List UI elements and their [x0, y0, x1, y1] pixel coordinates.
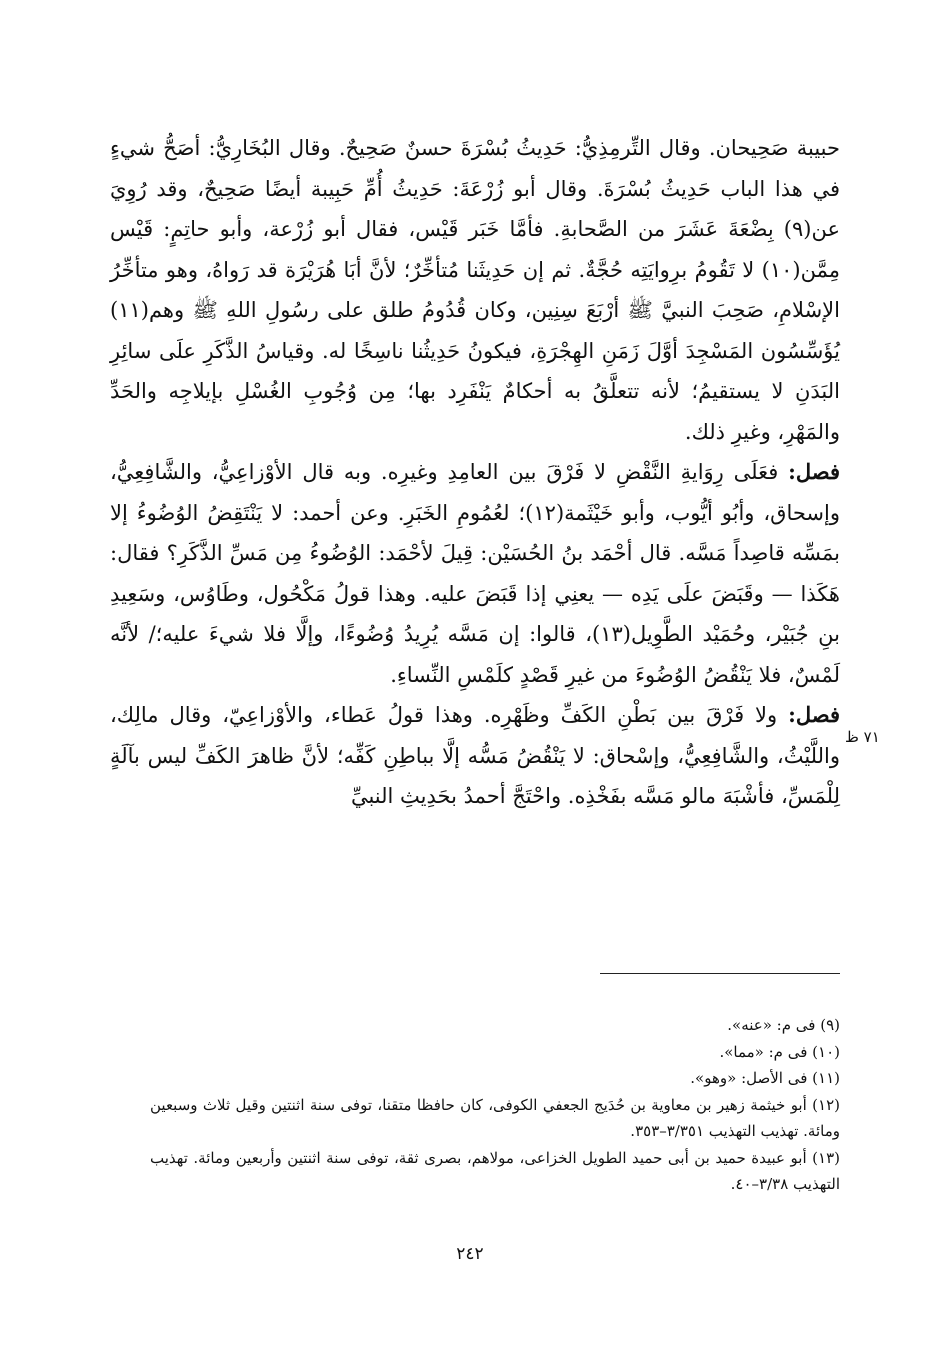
paragraph-1: حبيبة صَحِيحان. وقال التِّرمِذِيُّ: حَدِيثُ بُسْرَةَ حسنٌ صَحِيحٌ. وقال البُخَارِيُّ: أصَحُّ شيءٍ في هذا الباب حَدِيثُ بُسْرَةَ. وقال أبو زُرْعَةَ: حَدِيثُ أُمِّ حَبِيبة أيضًا صَحِيحٌ، وقد رُوِيَ عن(٩) بِضْعَةَ عَشَرَ من الصَّحابةِ. فأمَّا خَبَر قَيْس، فقال أبو زُرْعة، وأبو حاتِمٍ: قَيْس مِمَّن(١٠) لا تَقُومُ برِوايَتِه حُجَّةٌ. ثم إن حَدِيثَنا مُتأخِّرٌ؛ لأنَّ أبَا هُرَيْرَة قد رَواهُ، وهو متأخِّرُ الإسْلامِ، صَحِبَ النبيَّ ﷺ أرْبَعَ سِنِين، وكان قُدُومُ طلق على رسُولِ اللهِ ﷺ وهم(١١) يُؤَسِّسُون المَسْجِدَ أوَّلَ زَمَنِ الهِجْرَةِ، فيكونُ حَدِيثُنا ناسِخًا له. وقياسُ الذَّكَرِ علَى سائِرِ البَدَنِ لا يستقيمُ؛ لأنه تتعلَّقُ به أحكامٌ يَنْفَرِد بها؛ مِن وُجُوبِ الغُسْلِ بإيلاجِه والحَدِّ والمَهْرِ، وغيرِ ذلك. — [110, 136, 840, 444]
manuscript-folio-note: ٧١ ظ — [845, 728, 880, 746]
paragraph-2 — [110, 452, 840, 695]
section-heading: فصل: — [788, 459, 840, 484]
footnotes — [150, 1012, 840, 1198]
page-number: ٢٤٢ — [456, 1244, 484, 1264]
paragraph-3-text: ولا فَرْقَ بين بَطْنِ الكَفِّ وظَهْرِه. وهذا قولُ عَطاء، والأوْزاعِيّ، وقال مالِك، واللَّيْثُ، والشَّافِعِيُّ، وإسْحاق: لا يَنْقُضُ مَسُّه إلَّا بباطِنِ كَفِّه؛ لأنَّ ظاهرَ الكَفِّ ليس بآلَةٍ لِلْمَسِّ، فأشْبَهَ مالو مَسَّه بفَخْذِه. واحْتَجَّ أحمدُ بحَدِيثِ النبيِّ — [110, 703, 840, 808]
section-heading: فصل: — [788, 702, 840, 727]
footnote-separator — [600, 973, 840, 974]
footnote-13: (١٣) أبو عبيدة حميد بن أبى حميد الطويل الخزاعى، مولاهم، بصرى ثقة، توفى سنة اثنتين وأربعين ومائة. تهذيب التهذيب ٣/٣٨–٤٠. — [150, 1148, 840, 1193]
footnote-11: (١١) فى الأصل: «وهو». — [690, 1069, 840, 1087]
main-text — [110, 128, 840, 817]
paragraph-3 — [110, 695, 840, 817]
footnote-10: (١٠) فى م: «مما». — [719, 1042, 840, 1061]
footnote-9: (٩) فى م: «عنه». — [727, 1016, 840, 1034]
footnote-12: (١٢) أبو خيثمة زهير بن معاوية بن حُدَيج الجعفي الكوفى، كان حافظا متقنا، توفى سنة اثنتين وقيل ثلاث وسبعين ومائة. تهذيب التهذيب ٣/٣٥١–٣٥٣. — [150, 1095, 840, 1140]
paragraph-2-text: فعَلَى رِوَايةِ النَّقْضِ لا فَرْقَ بين العامِدِ وغيرِه. وبه قال الأوْزاعِيُّ، والشَّافِعِيُّ، وإسحاق، وأبُو أيُّوب، وأبو خَيْثَمة(١٢)؛ لعُمُومِ الخَبَرِ. وعن أحمد: لا يَنْتَقِضُ الوُضُوءُ إلا بمَسِّه قاصِداً مَسَّه. قال أحْمَد بنُ الحُسَيْن: قِيلَ لأحْمَد: الوُضُوءُ مِن مَسِّ الذَّكَرِ؟ فقال: هَكَذا — وقَبَضَ علَى يَدِه — يعنِي إذا قَبَضَ عليه. وهذا قولُ مَكْحُول، وطَاوُس، وسَعِيدِ بنِ جُبَيْر، وحُمَيْد الطَّوِيل(١٣)، قالوا: إن مَسَّه يُرِيدُ وُضُوءًا، وإلَّا فلا شيءَ عليه؛/ لأنَّه لَمْسٌ، فلا يَنْقُضُ الوُضُوءَ من غيرِ قَصْدٍ كلَمْسِ النِّساءِ. — [110, 460, 841, 687]
